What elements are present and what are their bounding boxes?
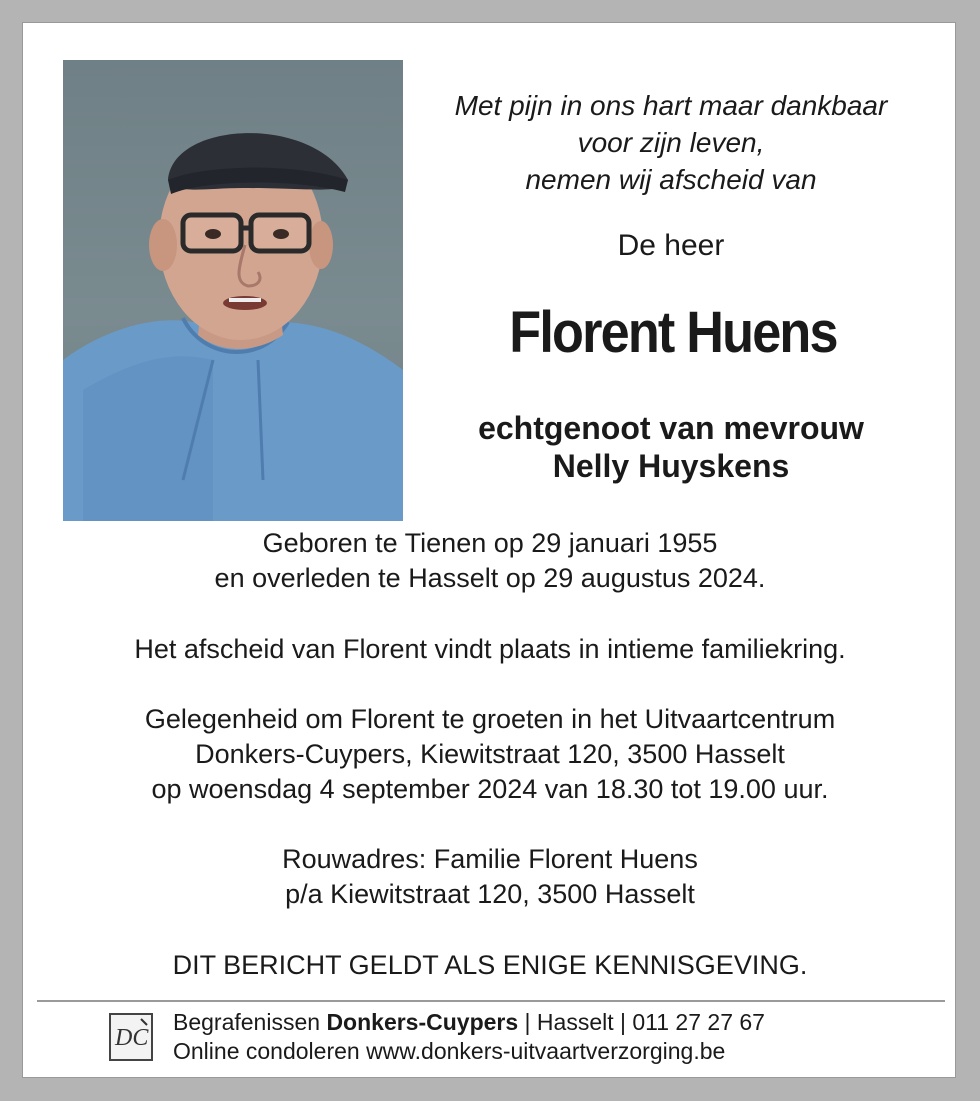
notice-text: DIT BERICHT GELDT ALS ENIGE KENNISGEVING. — [172, 950, 808, 980]
mourning-address — [23, 842, 957, 912]
intro-line: nemen wij afscheid van — [525, 164, 817, 195]
visitation-line: Gelegenheid om Florent te groeten in het Uitvaartcentrum — [144, 704, 836, 734]
spouse-line: echtgenoot van mevrouw — [478, 410, 864, 446]
footer-prefix: Begrafenissen — [173, 1009, 327, 1035]
portrait-illustration — [63, 60, 403, 521]
visitation-line: op woensdag 4 september 2024 van 18.30 tot 19.00 uur. — [151, 774, 829, 804]
honorific: De heer — [617, 229, 725, 262]
address-line: p/a Kiewitstraat 120, 3500 Hasselt — [285, 879, 695, 909]
death-line: en overleden te Hasselt op 29 augustus 2024. — [214, 563, 766, 593]
obituary-card — [22, 22, 956, 1078]
spouse-name: Nelly Huyskens — [552, 448, 790, 484]
footer-company: Donkers-Cuypers — [326, 1009, 519, 1035]
intro-line: Met pijn in ons hart maar dankbaar — [454, 90, 888, 121]
footer-company-line — [173, 1008, 765, 1037]
deceased-name: Florent Huens — [509, 300, 837, 365]
intro-text — [411, 87, 931, 198]
logo-emblem-icon — [111, 1015, 151, 1059]
address-line: Rouwadres: Familie Florent Huens — [282, 844, 698, 874]
spouse-text — [411, 409, 931, 485]
birth-death-text — [23, 526, 957, 596]
footer-contact: | Hasselt | 011 27 27 67 — [518, 1009, 765, 1035]
funeral-home-logo — [109, 1013, 153, 1061]
footer-website-line[interactable]: Online condoleren www.donkers-uitvaartverzorging.be — [173, 1038, 726, 1064]
portrait-photo — [63, 60, 403, 521]
visitation-line: Donkers-Cuypers, Kiewitstraat 120, 3500 Hasselt — [195, 739, 785, 769]
birth-line: Geboren te Tienen op 29 januari 1955 — [262, 528, 718, 558]
farewell-text: Het afscheid van Florent vindt plaats in intieme familiekring. — [134, 634, 846, 664]
visitation-text — [23, 702, 957, 807]
footer-text — [173, 1008, 765, 1066]
intro-line: voor zijn leven, — [577, 127, 765, 158]
svg-text:DC: DC — [115, 1025, 149, 1051]
footer-divider — [37, 1000, 945, 1002]
